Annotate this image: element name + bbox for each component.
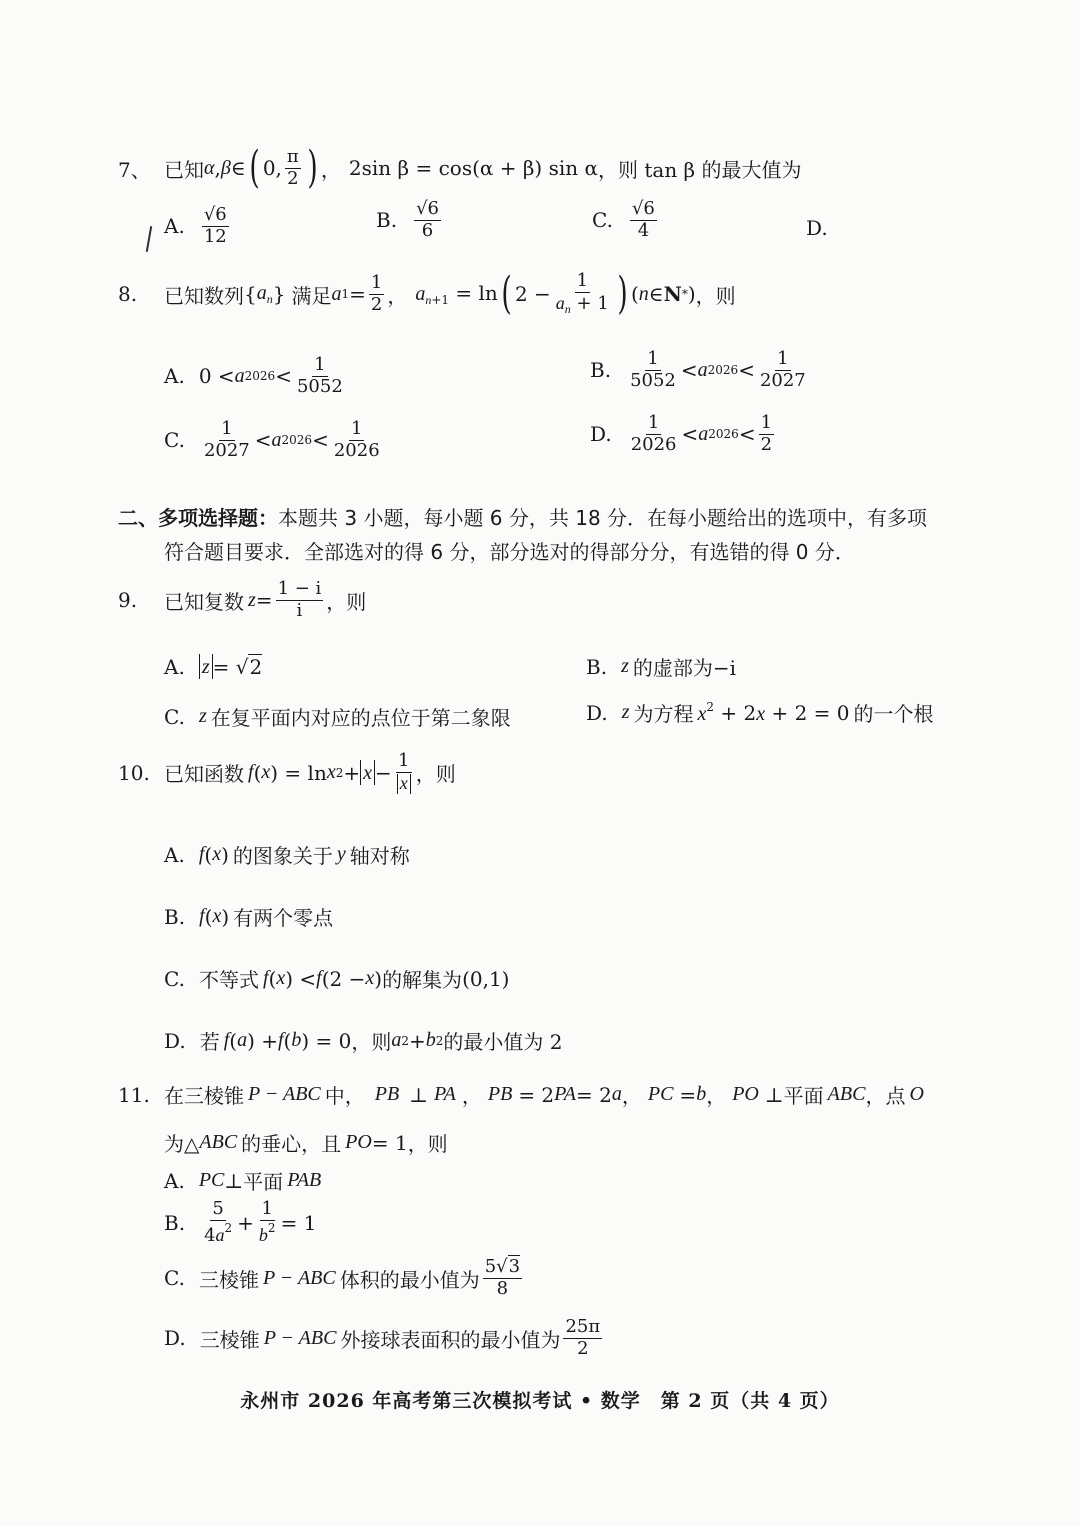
q11-option-b: B. $\frac{5}{4a^2}$ + $\frac{1}{b^2}$ = 1 bbox=[164, 1198, 317, 1246]
q9-option-c: C. z 在复平面内对应的点位于第二象限 bbox=[164, 704, 511, 730]
section-2-line2: 符合题目要求．全部选对的得 6 分，部分选对的得部分分，有选错的得 0 分． bbox=[164, 540, 855, 564]
question-7: 7、 已知 α , β ∈ ( 0, $\frac{\pi}{2}$ ) ， 2sin β = cos(α + β) sin α ，则 tan β 的最大值为 bbox=[118, 142, 802, 193]
q8-option-c: C. $\frac{1}{2027}$ < a 2026 < $\frac{1}{2026}$ bbox=[164, 418, 380, 461]
q11-option-a: A. PC ⊥ 平面 PAB bbox=[164, 1168, 322, 1194]
q8-option-d: D. $\frac{1}{2026}$ < a 2026 < $\frac{1}{2}$ bbox=[590, 412, 773, 455]
q10-option-c: C. 不等式 f ( x ) < f (2 − x ) 的解集为 (0,1) bbox=[164, 966, 510, 992]
question-number: 8. bbox=[118, 282, 138, 306]
q10-option-a: A. f ( x ) 的图象关于 y 轴对称 bbox=[164, 842, 410, 868]
pen-mark bbox=[146, 226, 152, 252]
q11-option-d: D. 三棱锥 P − ABC 外接球表面积的最小值为 $\frac{25\pi}{2}$ bbox=[164, 1316, 601, 1359]
q8-option-a: A. 0 < a 2026 < $\frac{1}{5052}$ bbox=[164, 354, 343, 397]
page-footer: 永州市 2026 年高考第三次模拟考试 • 数学 第 2 页（共 4 页） bbox=[240, 1390, 840, 1412]
q7-option-d: D. bbox=[806, 216, 828, 240]
q7-option-c: C. $\frac{√6}{4}$ bbox=[592, 198, 655, 241]
q7-lead: 已知 bbox=[164, 157, 204, 182]
q9-option-a: A. z = √ 2 bbox=[164, 654, 263, 679]
q7-tail: ，则 tan β 的最大值为 bbox=[598, 157, 802, 182]
q7-option-b: B. $\frac{√6}{6}$ bbox=[376, 198, 439, 241]
q10-option-d: D. 若 f ( a ) + f ( b ) = 0 ，则 a 2 + b 2 的最小值为 2 bbox=[164, 1028, 563, 1054]
section-2-header: 二、多项选择题：本题共 3 小题，每小题 6 分，共 18 分．在每小题给出的选项中，有多项 bbox=[118, 506, 928, 530]
q7-comma: ， bbox=[320, 157, 341, 182]
q9-option-b: B. z 的虚部为−i bbox=[586, 654, 737, 680]
question-number: 11. bbox=[118, 1082, 150, 1107]
q11-option-c: C. 三棱锥 P − ABC 体积的最小值为 $\frac{5√3}{8}$ bbox=[164, 1256, 521, 1299]
q7-equation: 2sin β = cos(α + β) sin α bbox=[348, 156, 598, 180]
question-11: 11. 在三棱锥 P − ABC 中， PB ⊥ PA ， PB = 2 PA = 2 a ， PC = b ， PO ⊥ 平面 ABC ，点 O bbox=[118, 1082, 924, 1108]
q10-option-b: B. f ( x ) 有两个零点 bbox=[164, 904, 334, 930]
question-9: 9. 已知复数 z = $\frac{1 - i}{i}$ ，则 bbox=[118, 578, 367, 621]
question-10: 10. 已知函数 f ( x ) = ln x 2 + x − $\frac{1}{x}$ ，则 bbox=[118, 750, 456, 793]
q7-option-a: A. $\frac{√6}{12}$ bbox=[164, 204, 227, 247]
question-number: 10. bbox=[118, 760, 150, 785]
q8-option-b: B. $\frac{1}{5052}$ < a 2026 < $\frac{1}{2027}$ bbox=[590, 348, 806, 391]
q9-option-d: D. z 为方程 $x^2 + 2x + 2 = 0$ 的一个根 bbox=[586, 699, 934, 726]
question-11-line2: 为△ ABC 的垂心，且 PO = 1 ，则 bbox=[164, 1130, 448, 1156]
question-number: 9. bbox=[118, 588, 138, 613]
section-title: 二、多项选择题： bbox=[118, 506, 278, 530]
question-number: 7、 bbox=[118, 157, 151, 182]
question-8: 8. 已知数列 { $a_n$ } 满足 a 1 = $\frac{1}{2}$ ， $a_{n+1} = \ln$ ( 2 − $\frac{1}{a_n + 1}$ ) ( n ∈ N * ) ，则 bbox=[118, 268, 736, 319]
